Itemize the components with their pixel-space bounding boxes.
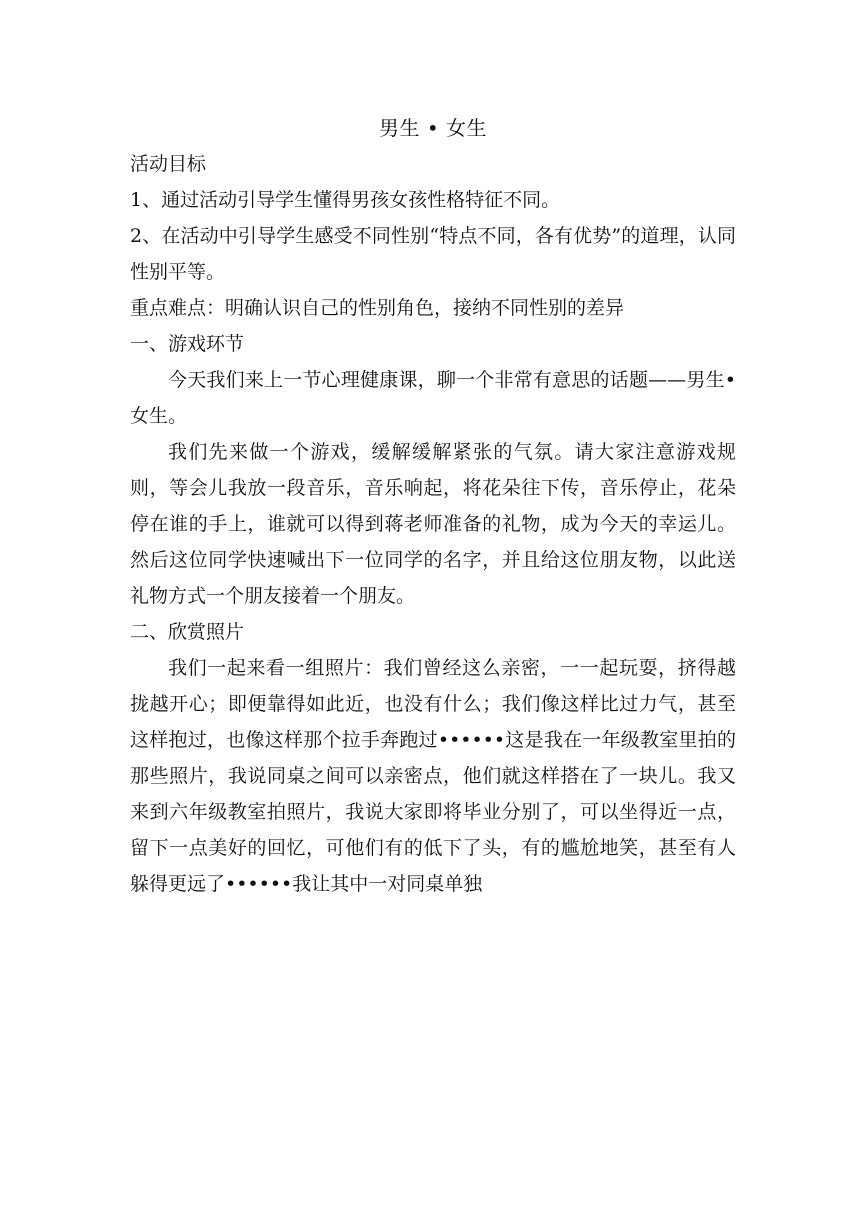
section-1-heading: 一、游戏环节 [130,333,245,355]
document-title: 男生 • 女生 [378,116,487,140]
key-points: 重点难点：明确认识自己的性别角色，接纳不同性别的差异 [130,297,625,319]
section-2-paragraph-1: 我们一起来看一组照片：我们曾经这么亲密，一一起玩耍，挤得越拢越开心；即便靠得如此近，也没有什么；我们像这样比过力气，甚至这样抱过，也像这样那个拉手奔跑过••••••这是我在一年级教室里拍的那些照片，我说同桌之间可以亲密点，他们就这样搭在了一块儿。我又来到六年级教室拍照片，我说大家即将毕业分别了，可以坐得近一点，留下一点美好的回忆，可他们有的低下了头，有的尴尬地笑，甚至有人躲得更远了••••••我让其中一对同桌单独 [130,657,736,895]
goals-heading: 活动目标 [130,153,207,175]
section-2-heading: 二、欣赏照片 [130,621,245,643]
section-1-paragraph-1: 今天我们来上一节心理健康课，聊一个非常有意思的话题——男生•女生。 [130,369,736,427]
document-body [130,110,736,902]
goal-item-1: 1、通过活动引导学生懂得男孩女孩性格特征不同。 [130,189,561,211]
section-1-paragraph-2: 我们先来做一个游戏，缓解缓解紧张的气氛。请大家注意游戏规则，等会儿我放一段音乐，音乐响起，将花朵往下传，音乐停止，花朵停在谁的手上，谁就可以得到蒋老师准备的礼物，成为今天的幸运儿。然后这位同学快速喊出下一位同学的名字，并且给这位朋友物，以此送礼物方式一个朋友接着一个朋友。 [130,441,736,607]
goal-item-2: 2、在活动中引导学生感受不同性别“特点不同，各有优势”的道理，认同性别平等。 [130,225,736,283]
